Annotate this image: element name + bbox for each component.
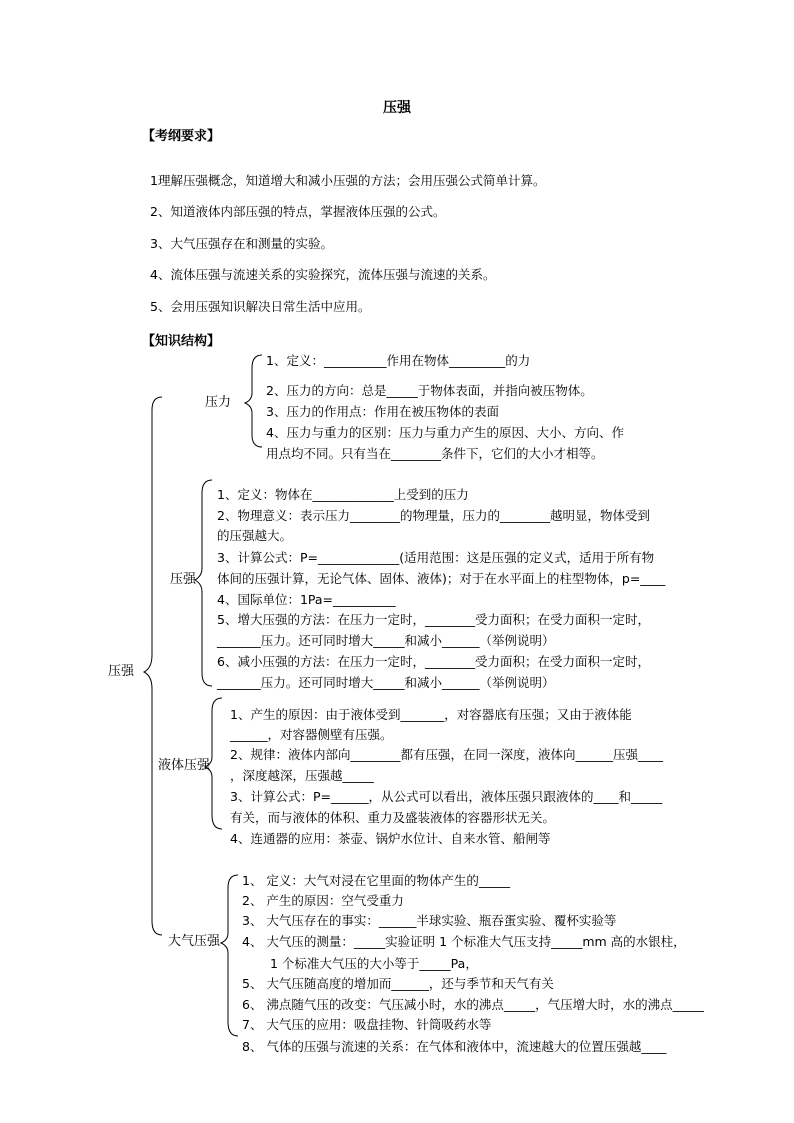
force-line-4: 4、压力与重力的区别：压力与重力产生的原因、大小、方向、作	[266, 425, 624, 440]
atm-line-6: 5、 大气压随高度的增加而______，还与季节和天气有关	[242, 976, 554, 991]
atm-line-4: 4、 大气压的测量：_____实验证明 1 个标准大气压支持_____mm 高的水银柱，	[242, 934, 686, 949]
pressure-line-8: _______压力。还可同时增大_____和减小______（举例说明）	[217, 633, 555, 648]
liquid-line-6: 有关，而与液体的体积、重力及盛装液体的容器形状无关。	[230, 810, 556, 825]
pressure-line-10: _______压力。还可同时增大_____和减小______（举例说明）	[217, 675, 555, 690]
force-line-3: 3、压力的作用点：作用在被压物体的表面	[266, 404, 499, 419]
atm-line-8: 7、 大气压的应用：吸盘挂物、针筒吸药水等	[242, 1017, 492, 1032]
pressure-brace	[195, 480, 212, 686]
atm-line-2: 2、 产生的原因：空气受重力	[242, 893, 404, 908]
force-line-2: 2、压力的方向：总是_____于物体表面，并指向被压物体。	[266, 383, 593, 398]
pressure-line-4: 3、计算公式：P=_____________(适用范围：这是压强的定义式，适用于所有物	[217, 550, 655, 565]
requirement-item-5: 5、会用压强知识解决日常生活中应用。	[150, 299, 371, 314]
pressure-line-3: 的压强越大。	[217, 528, 293, 543]
atm-line-7: 6、 沸点随气压的改变：气压减小时，水的沸点_____，气压增大时，水的沸点_____	[242, 997, 704, 1012]
atm-line-5: 1 个标准大气压的大小等于_____Pa，	[270, 956, 478, 971]
requirement-item-3: 3、大气压强存在和测量的实验。	[150, 236, 333, 251]
pressure-line-2: 2、物理意义：表示压力________的物理量，压力的________越明显，物体受到	[217, 508, 650, 523]
liquid-line-1: 1、产生的原因：由于液体受到_______，对容器底有压强；又由于液体能	[230, 707, 632, 722]
atm-line-1: 1、 定义：大气对浸在它里面的物体产生的_____	[242, 873, 511, 888]
pressure-line-9: 6、减小压强的方法：在压力一定时，________受力面积；在受力面积一定时，	[217, 654, 650, 669]
pressure-line-7: 5、增大压强的方法：在压力一定时，________受力面积；在受力面积一定时，	[217, 612, 650, 627]
liquid-line-4: ，深度越深，压强越_____	[230, 768, 374, 783]
structure-heading: 【知识结构】	[142, 334, 221, 349]
liquid-line-7: 4、连通器的应用：茶壶、锅炉水位计、自来水管、船闸等	[230, 831, 551, 846]
pressure-line-5: 体间的压强计算，无论气体、固体、液体)；对于在水平面上的柱型物体，p=____	[217, 571, 666, 586]
force-line-5: 用点均不同。只有当在________条件下，它们的大小才相等。	[266, 446, 604, 461]
root-brace	[144, 397, 162, 935]
atm-line-3: 3、 大气压存在的事实：______半球实验、瓶吞蛋实验、覆杯实验等	[242, 913, 617, 928]
pressure-line-6: 4、国际单位：1Pa=__________	[217, 592, 396, 607]
group-label-pressure: 压强	[170, 572, 197, 587]
root-label: 压强	[108, 664, 135, 679]
pressure-line-1: 1、定义：物体在_____________上受到的压力	[217, 487, 469, 502]
force-line-1: 1、定义：__________作用在物体_________的力	[266, 353, 531, 368]
requirement-item-1: 1理解压强概念，知道增大和减小压强的方法；会用压强公式简单计算。	[150, 173, 546, 188]
group-label-force: 压力	[205, 395, 232, 410]
pressure-force-brace	[245, 355, 262, 447]
requirement-item-4: 4、流体压强与流速关系的实验探究，流体压强与流速的关系。	[150, 267, 496, 282]
requirement-item-2: 2、知道液体内部压强的特点，掌握液体压强的公式。	[150, 204, 446, 219]
page-title: 压强	[383, 100, 411, 116]
liquid-line-3: 2、规律：液体内部向________都有压强，在同一深度，液体向______压强____	[230, 747, 663, 762]
group-label-liquid-pressure: 液体压强	[158, 758, 211, 773]
requirements-heading: 【考纲要求】	[142, 129, 221, 144]
atmospheric-pressure-brace	[221, 875, 238, 1036]
atm-line-9: 8、 气体的压强与流速的关系：在气体和液体中，流速越大的位置压强越____	[242, 1039, 667, 1054]
liquid-line-2: ______，对容器侧壁有压强。	[230, 727, 393, 742]
liquid-line-5: 3、计算公式：P=______，从公式可以看出，液体压强只跟液体的____和_____	[230, 789, 663, 804]
group-label-atmospheric-pressure: 大气压强	[168, 934, 221, 949]
